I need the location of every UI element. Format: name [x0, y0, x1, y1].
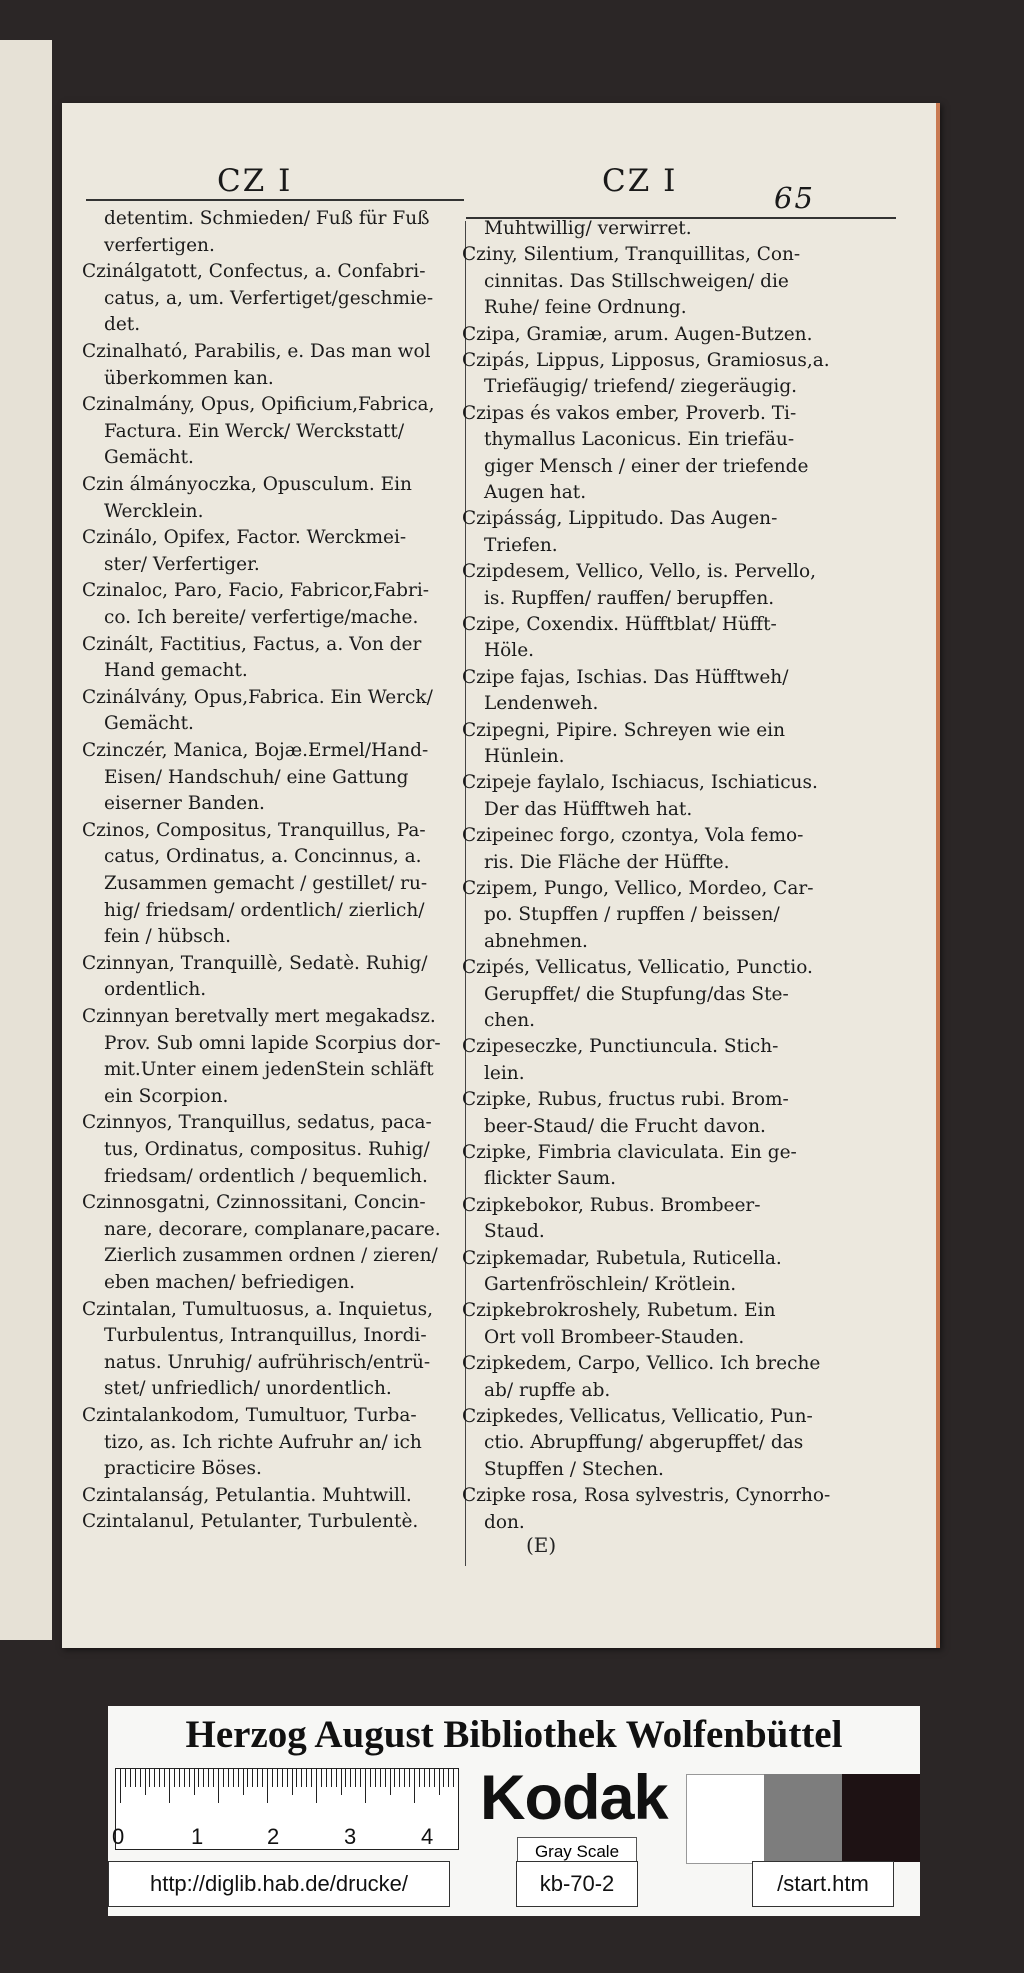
ruler-tick	[419, 1769, 420, 1787]
dictionary-line: Czinnyan beretvally mert megakadsz.	[82, 1006, 436, 1027]
dictionary-line: Czipe, Coxendix. Hüfftblat/ Hüfft-	[462, 614, 777, 635]
dictionary-line: Czintalankodom, Tumultuor, Turba-	[82, 1405, 417, 1426]
ruler-tick	[218, 1769, 219, 1803]
dictionary-line: Czipke, Rubus, fructus rubi. Brom-	[462, 1089, 789, 1111]
ruler-number: 0	[112, 1824, 125, 1849]
ruler-tick	[341, 1769, 342, 1795]
gray-scale-label: Gray Scale	[517, 1837, 637, 1867]
dictionary-line: Lendenweh.	[484, 693, 599, 715]
ruler-tick	[385, 1769, 386, 1787]
ruler-tick	[125, 1769, 126, 1787]
ruler-tick	[355, 1769, 356, 1787]
start-label: /start.htm	[752, 1861, 894, 1907]
dictionary-line: mit.Unter einem jedenStein schläft	[104, 1059, 434, 1081]
dictionary-line: chen.	[484, 1010, 536, 1031]
ruler-tick	[140, 1769, 141, 1787]
ruler-tick	[301, 1769, 302, 1787]
dictionary-line: Czipa, Gramiæ, arum. Augen-Butzen.	[462, 323, 813, 345]
dictionary-line: Czipegni, Pipire. Schreyen wie ein	[462, 719, 786, 741]
ruler-tick	[434, 1769, 435, 1787]
ruler-tick	[179, 1769, 180, 1787]
page-edge	[936, 103, 940, 1648]
dictionary-line: ordentlich.	[104, 979, 207, 1001]
library-title: Herzog August Bibliothek Wolfenbüttel	[185, 1713, 843, 1756]
dictionary-line: catus, Ordinatus, a. Concinnus, a.	[104, 846, 422, 868]
ruler-tick	[424, 1769, 425, 1787]
dictionary-line: Hand gemacht.	[104, 660, 248, 682]
dictionary-line: Factura. Ein Werck/ Werckstatt/	[104, 420, 405, 442]
dictionary-line: Czipás, Lippus, Lipposus, Gramiosus,a.	[462, 350, 830, 371]
dictionary-line: Augen hat.	[484, 482, 587, 503]
dictionary-line: Czinaloc, Paro, Facio, Fabricor,Fabri-	[82, 580, 429, 602]
dictionary-line: natus. Unruhig/ aufrührisch/entrü-	[104, 1351, 431, 1373]
ruler-tick	[448, 1769, 449, 1787]
ruler-tick	[120, 1769, 121, 1803]
page-number: 65	[774, 181, 815, 215]
signature-mark: (E)	[526, 1533, 557, 1557]
dictionary-line: Höle.	[484, 640, 535, 662]
ruler-tick	[184, 1769, 185, 1787]
ruler-tick	[292, 1769, 293, 1795]
url-label: http://diglib.hab.de/drucke/	[108, 1861, 450, 1907]
ruler-tick	[336, 1769, 337, 1787]
dictionary-line: Ruhe/ feine Ordnung.	[484, 297, 687, 319]
ruler-tick	[394, 1769, 395, 1787]
color-target-card	[108, 1706, 920, 1916]
dictionary-line: Ort voll Brombeer-Stauden.	[484, 1326, 745, 1348]
dictionary-line: catus, a, um. Verfertiget/geschmie-	[104, 287, 434, 309]
dictionary-line: Czintalanul, Petulanter, Turbulentè.	[82, 1511, 419, 1533]
ruler-tick	[145, 1769, 146, 1795]
dictionary-line: Prov. Sub omni lapide Scorpius dor-	[104, 1032, 441, 1054]
ruler-tick	[360, 1769, 361, 1787]
ruler-tick	[345, 1769, 346, 1787]
dictionary-line: ctio. Abrupffung/ abgerupffet/ das	[484, 1432, 804, 1454]
header-rule-left	[86, 199, 464, 201]
ruler-tick	[257, 1769, 258, 1787]
dictionary-line: practicire Böses.	[104, 1458, 262, 1480]
ruler-tick	[262, 1769, 263, 1787]
gray-swatch	[764, 1774, 842, 1862]
dictionary-line: Gerupffet/ die Stupfung/das Ste-	[484, 983, 789, 1005]
dictionary-line: Czipés, Vellicatus, Vellicatio, Punctio.	[462, 957, 813, 979]
dictionary-line: Czinalható, Parabilis, e. Das man wol	[82, 341, 431, 362]
ruler-tick	[370, 1769, 371, 1787]
dictionary-line: Triefäugig/ triefend/ ziegeräugig.	[484, 376, 798, 398]
dictionary-line: Czinnyan, Tranquillè, Sedatè. Ruhig/	[82, 952, 428, 974]
dictionary-line: Triefen.	[484, 534, 558, 556]
dictionary-line: Czinalmány, Opus, Opificium,Fabrica,	[82, 394, 435, 416]
ruler-number: 3	[344, 1824, 357, 1849]
dictionary-line: beer-Staud/ die Frucht davon.	[484, 1115, 766, 1137]
ruler-tick	[390, 1769, 391, 1795]
dictionary-line: Czipke, Fimbria claviculata. Ein ge-	[462, 1142, 797, 1163]
dictionary-line: flickter Saum.	[484, 1168, 616, 1190]
ruler-tick	[380, 1769, 381, 1787]
ruler-tick	[414, 1769, 415, 1803]
book-page	[62, 103, 940, 1648]
ruler-tick	[174, 1769, 175, 1787]
dictionary-line: ein Scorpion.	[104, 1085, 229, 1107]
ruler-tick	[154, 1769, 155, 1787]
ruler-tick	[321, 1769, 322, 1787]
ruler-tick	[159, 1769, 160, 1787]
dictionary-line: Staud.	[484, 1221, 545, 1243]
ruler-tick	[409, 1769, 410, 1787]
dictionary-line: Czin álmányoczka, Opusculum. Ein	[82, 474, 412, 495]
ruler-tick	[223, 1769, 224, 1787]
dictionary-line: Stupffen / Stechen.	[484, 1458, 664, 1480]
ruler-tick	[213, 1769, 214, 1787]
dictionary-line: Czinálo, Opifex, Factor. Werckmei-	[82, 527, 407, 549]
ruler-tick	[169, 1769, 170, 1803]
dictionary-line: Czinálgatott, Confectus, a. Confabri-	[82, 261, 426, 283]
dictionary-line: Gemächt.	[104, 713, 194, 735]
ruler-tick	[282, 1769, 283, 1787]
ruler-tick	[194, 1769, 195, 1795]
dictionary-line: Czinnosgatni, Czinnossitani, Concin-	[82, 1192, 426, 1214]
dictionary-line: fein / hübsch.	[104, 926, 231, 948]
ruler-tick	[203, 1769, 204, 1787]
dictionary-line: verfertigen.	[104, 234, 215, 256]
dictionary-line: Czipe fajas, Ischias. Das Hüfftweh/	[462, 666, 789, 688]
ruler-tick	[189, 1769, 190, 1787]
ruler-tick	[233, 1769, 234, 1787]
dictionary-line: is. Rupffen/ rauffen/ berupffen.	[484, 587, 775, 609]
shelfmark-label: kb-70-2	[516, 1861, 638, 1907]
dictionary-line: hig/ friedsam/ ordentlich/ zierlich/	[104, 899, 425, 921]
dictionary-line: detentim. Schmieden/ Fuß für Fuß	[104, 208, 430, 229]
ruler-tick	[164, 1769, 165, 1787]
ruler-number: 2	[267, 1824, 280, 1849]
dictionary-line: Czintalanság, Petulantia. Muhtwill.	[82, 1484, 412, 1506]
dictionary-line: Muhtwillig/ verwirret.	[484, 218, 692, 239]
dictionary-line: lein.	[484, 1062, 525, 1084]
previous-page-edge	[0, 40, 52, 1640]
dictionary-line: Zusammen gemacht / gestillet/ ru-	[104, 873, 428, 894]
dictionary-line: thymallus Laconicus. Ein triefäu-	[484, 429, 795, 451]
dictionary-line: giger Mensch / einer der triefende	[484, 455, 809, 477]
dictionary-line: Czinált, Factitius, Factus, a. Von der	[82, 633, 422, 655]
dictionary-line: Czipkedem, Carpo, Vellico. Ich breche	[462, 1353, 821, 1375]
ruler-tick	[429, 1769, 430, 1787]
dictionary-line: Czipke rosa, Rosa sylvestris, Cynorrho-	[462, 1485, 831, 1507]
ruler-tick	[208, 1769, 209, 1787]
ruler-tick	[267, 1769, 268, 1803]
ruler-number: 1	[191, 1824, 204, 1849]
ruler-tick	[306, 1769, 307, 1787]
header-right: CZ I	[602, 163, 678, 199]
dictionary-line: ab/ rupffe ab.	[484, 1379, 611, 1401]
dictionary-line: Hünlein.	[484, 746, 565, 767]
header-left: CZ I	[217, 163, 293, 199]
ruler-tick	[149, 1769, 150, 1787]
dictionary-line: tus, Ordinatus, compositus. Ruhig/	[104, 1139, 430, 1160]
dictionary-line: Czipas és vakos ember, Proverb. Ti-	[462, 402, 797, 424]
dictionary-line: Zierlich zusammen ordnen / zieren/	[104, 1245, 438, 1267]
ruler-tick	[228, 1769, 229, 1787]
dictionary-line: Czinálvány, Opus,Fabrica. Ein Werck/	[82, 686, 433, 708]
dictionary-line: Czipdesem, Vellico, Vello, is. Pervello,	[462, 561, 816, 583]
ruler-tick	[350, 1769, 351, 1787]
ruler-tick	[365, 1769, 366, 1803]
dictionary-line: friedsam/ ordentlich / bequemlich.	[104, 1165, 428, 1187]
dictionary-line: abnehmen.	[484, 930, 588, 952]
ruler-tick	[453, 1769, 454, 1787]
dictionary-line: Czipeje faylalo, Ischiacus, Ischiaticus.	[462, 772, 818, 794]
dictionary-line: Czinnyos, Tranquillus, sedatus, paca-	[82, 1112, 432, 1134]
ruler-tick	[443, 1769, 444, 1787]
dictionary-line: det.	[104, 314, 141, 336]
dictionary-line: Der das Hüfftweh hat.	[484, 798, 693, 820]
dictionary-line: Czipkedes, Vellicatus, Vellicatio, Pun-	[462, 1406, 813, 1427]
dictionary-line: eiserner Banden.	[104, 793, 265, 815]
ruler-number: 4	[421, 1824, 434, 1849]
dictionary-line: po. Stupffen / rupffen / beissen/	[484, 904, 780, 926]
ruler-tick	[326, 1769, 327, 1787]
ruler-tick	[331, 1769, 332, 1787]
dictionary-line: Czinczér, Manica, Bojæ.Ermel/Hand-	[82, 740, 429, 761]
dictionary-line: eben machen/ befriedigen.	[104, 1272, 356, 1293]
dictionary-line: ris. Die Fläche der Hüffte.	[484, 851, 730, 873]
ruler-tick	[439, 1769, 440, 1795]
dictionary-line: überkommen kan.	[104, 367, 274, 389]
ruler-tick	[399, 1769, 400, 1787]
dictionary-line: ster/ Verfertiger.	[104, 553, 260, 575]
ruler-tick	[287, 1769, 288, 1787]
ruler-tick	[198, 1769, 199, 1787]
ruler-tick	[272, 1769, 273, 1787]
dictionary-line: Czipásság, Lippitudo. Das Augen-	[462, 508, 778, 530]
dictionary-line: Eisen/ Handschuh/ eine Gattung	[104, 766, 409, 788]
dictionary-line: Czipem, Pungo, Vellico, Mordeo, Car-	[462, 878, 814, 899]
dictionary-line: Czipeseczke, Punctiuncula. Stich-	[462, 1036, 779, 1058]
ruler-tick	[252, 1769, 253, 1787]
ruler-tick	[311, 1769, 312, 1787]
dictionary-line: Turbulentus, Intranquillus, Inordi-	[104, 1325, 427, 1347]
black-swatch	[842, 1774, 920, 1862]
white-swatch	[686, 1774, 766, 1864]
dictionary-line: Czipkebrokroshely, Rubetum. Ein	[462, 1300, 776, 1322]
ruler-tick	[316, 1769, 317, 1803]
dictionary-line: Czipeinec forgo, czontya, Vola femo-	[462, 825, 804, 847]
scale-ruler	[115, 1768, 459, 1850]
dictionary-line: Cziny, Silentium, Tranquillitas, Con-	[462, 244, 801, 266]
dictionary-line: Czipkebokor, Rubus. Brombeer-	[462, 1194, 761, 1216]
ruler-tick	[135, 1769, 136, 1787]
dictionary-line: Czintalan, Tumultuosus, a. Inquietus,	[82, 1298, 433, 1320]
ruler-tick	[296, 1769, 297, 1787]
dictionary-line: nare, decorare, complanare,pacare.	[104, 1218, 441, 1240]
dictionary-line: Czipkemadar, Rubetula, Ruticella.	[462, 1247, 782, 1269]
dictionary-line: co. Ich bereite/ verfertige/mache.	[104, 607, 419, 628]
kodak-logo: Kodak	[480, 1763, 668, 1833]
dictionary-line: tizo, as. Ich richte Aufruhr an/ ich	[104, 1431, 422, 1453]
dictionary-line: Czinos, Compositus, Tranquillus, Pa-	[82, 819, 426, 841]
dictionary-line: Wercklein.	[104, 500, 204, 522]
ruler-tick	[238, 1769, 239, 1787]
ruler-tick	[375, 1769, 376, 1787]
ruler-tick	[130, 1769, 131, 1787]
dictionary-line: cinnitas. Das Stillschweigen/ die	[484, 270, 789, 292]
ruler-tick	[247, 1769, 248, 1787]
dictionary-line: Gartenfröschlein/ Krötlein.	[484, 1274, 737, 1295]
dictionary-line: Gemächt.	[104, 447, 194, 469]
dictionary-line: stet/ unfriedlich/ unordentlich.	[104, 1378, 392, 1400]
ruler-tick	[277, 1769, 278, 1787]
ruler-tick	[243, 1769, 244, 1795]
ruler-tick	[404, 1769, 405, 1787]
dictionary-line: don.	[484, 1511, 525, 1533]
